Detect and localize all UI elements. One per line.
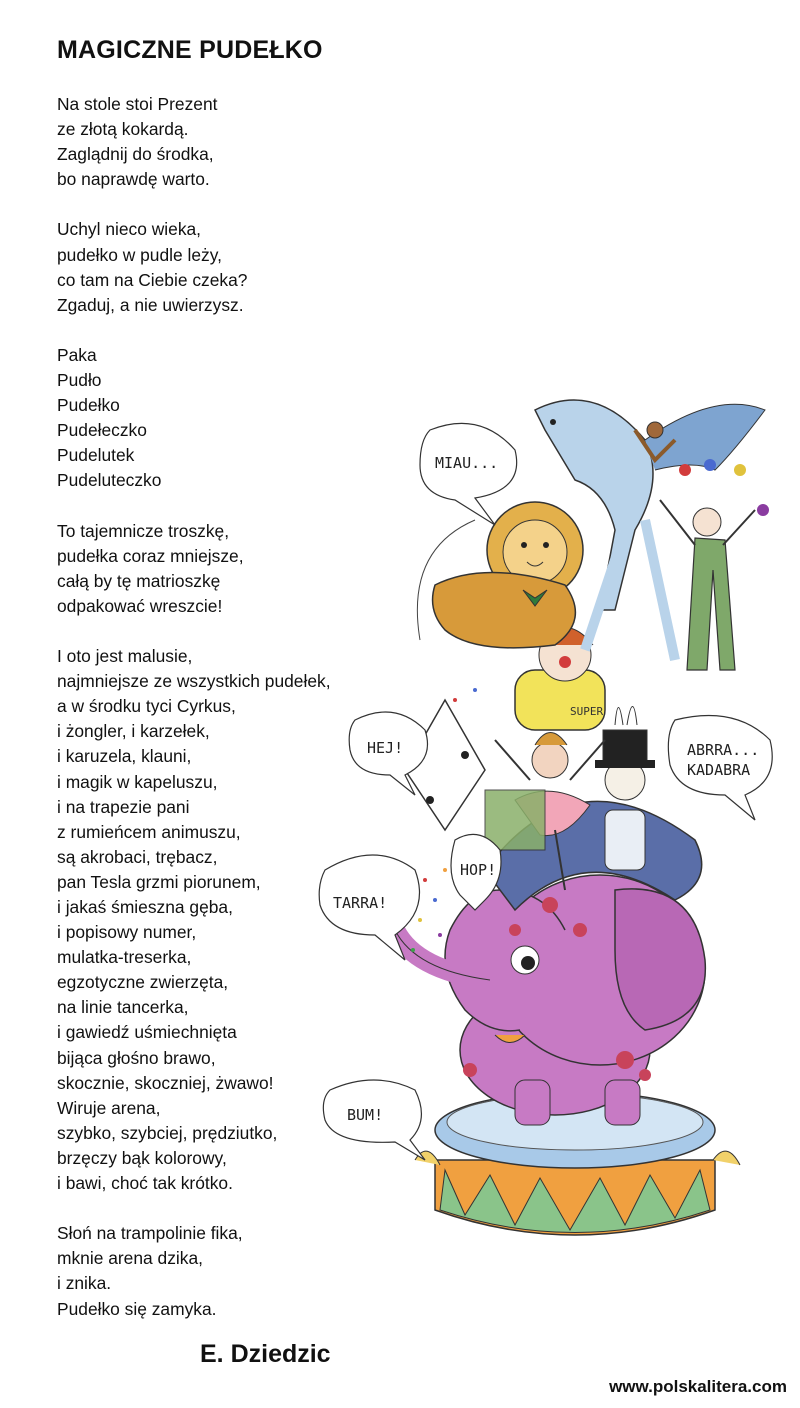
poem-line: Wiruje arena, (57, 1097, 161, 1118)
poem-line: są akrobaci, trębacz, (57, 846, 218, 867)
poem-line: mulatka-treserka, (57, 947, 192, 968)
poem-line: najmniejsze ze wszystkich pudełek, (57, 671, 331, 692)
bubble-tarra-text: TARRA! (333, 894, 388, 912)
poem-line: I oto jest malusie, (57, 646, 193, 667)
poem-line: i na trapezie pani (57, 796, 190, 817)
bubble-bum-text: BUM! (347, 1106, 384, 1124)
bubble-kadabra-text: KADABRA (687, 761, 751, 779)
stanza (57, 217, 387, 317)
poem-line: Paka (57, 344, 97, 365)
poem-line: i gawiedź uśmiechnięta (57, 1022, 237, 1043)
poem-line: pudełka coraz mniejsze, (57, 545, 244, 566)
poem-title: MAGICZNE PUDEŁKO (57, 36, 323, 64)
bubble-abrra (668, 716, 772, 821)
poem-line: Zaglądnij do środka, (57, 144, 214, 165)
poem-line: i popisowy numer, (57, 922, 197, 943)
poem-line: To tajemnicze troszkę, (57, 520, 230, 541)
author-name: E. Dziedzic (200, 1340, 331, 1368)
bubble-abrra-text: ABRRA... (687, 741, 760, 759)
poem-line: i znika. (57, 1273, 112, 1294)
poem-line: brzęczy bąk kolorowy, (57, 1147, 227, 1168)
bubble-miau-text: MIAU... (435, 454, 499, 472)
poem-line: bijąca głośno brawo, (57, 1047, 216, 1068)
poem-line: pan Tesla grzmi piorunem, (57, 871, 261, 892)
stanza (57, 92, 387, 192)
poem-line: Pudełko się zamyka. (57, 1298, 217, 1319)
poem-line: i żongler, i karzełek, (57, 721, 210, 742)
poem-line: na linie tancerka, (57, 997, 189, 1018)
poem-line: bo naprawdę warto. (57, 169, 210, 190)
bubble-hop-text: HOP! (460, 861, 497, 879)
poem-line: Uchyl nieco wieka, (57, 219, 202, 240)
juggler (660, 459, 769, 670)
bubble-miau (420, 423, 517, 525)
poem-line: Pudełko (57, 395, 120, 416)
bubble-hej (349, 712, 427, 795)
poem-line: co tam na Ciebie czeka? (57, 269, 248, 290)
website-url[interactable]: www.polskalitera.com (609, 1377, 787, 1396)
poem-line: ze złotą kokardą. (57, 119, 189, 140)
poem-line: i magik w kapeluszu, (57, 771, 218, 792)
circus-illustration (315, 370, 790, 1250)
poem-line: Pudeluteczko (57, 470, 162, 491)
poem-line: mknie arena dzika, (57, 1248, 203, 1269)
poem-line: z rumieńcem animuszu, (57, 821, 241, 842)
poem-line: Pudełeczko (57, 420, 147, 441)
poem-line: i bawi, choć tak krótko. (57, 1173, 233, 1194)
lion (433, 502, 583, 648)
poem-line: pudełko w pudle leży, (57, 244, 222, 265)
poem-line: odpakować wreszcie! (57, 595, 223, 616)
poem-line: a w środku tyci Cyrkus, (57, 696, 236, 717)
trapeze-acrobats (405, 520, 485, 830)
poem-line: Pudelutek (57, 445, 135, 466)
poem-line: skocznie, skoczniej, żwawo! (57, 1072, 274, 1093)
clown-shirt-text: SUPER (570, 705, 604, 718)
poem-line: i jakaś śmieszna gęba, (57, 897, 233, 917)
poem-line: egzotyczne zwierzęta, (57, 972, 229, 993)
poem-line: i karuzela, klauni, (57, 746, 192, 767)
poem-line: Zgaduj, a nie uwierzysz. (57, 294, 244, 315)
poem-line: Słoń na trampolinie fika, (57, 1223, 243, 1244)
bubble-bum (323, 1080, 425, 1160)
pink-elephant (391, 875, 705, 1125)
poem-line: Na stole stoi Prezent (57, 94, 218, 114)
poem-line: Pudło (57, 370, 102, 391)
bubble-hej-text: HEJ! (367, 739, 404, 757)
poem-line: całą by tę matrioszkę (57, 570, 221, 591)
poem-line: szybko, szybciej, prędziutko, (57, 1122, 278, 1143)
